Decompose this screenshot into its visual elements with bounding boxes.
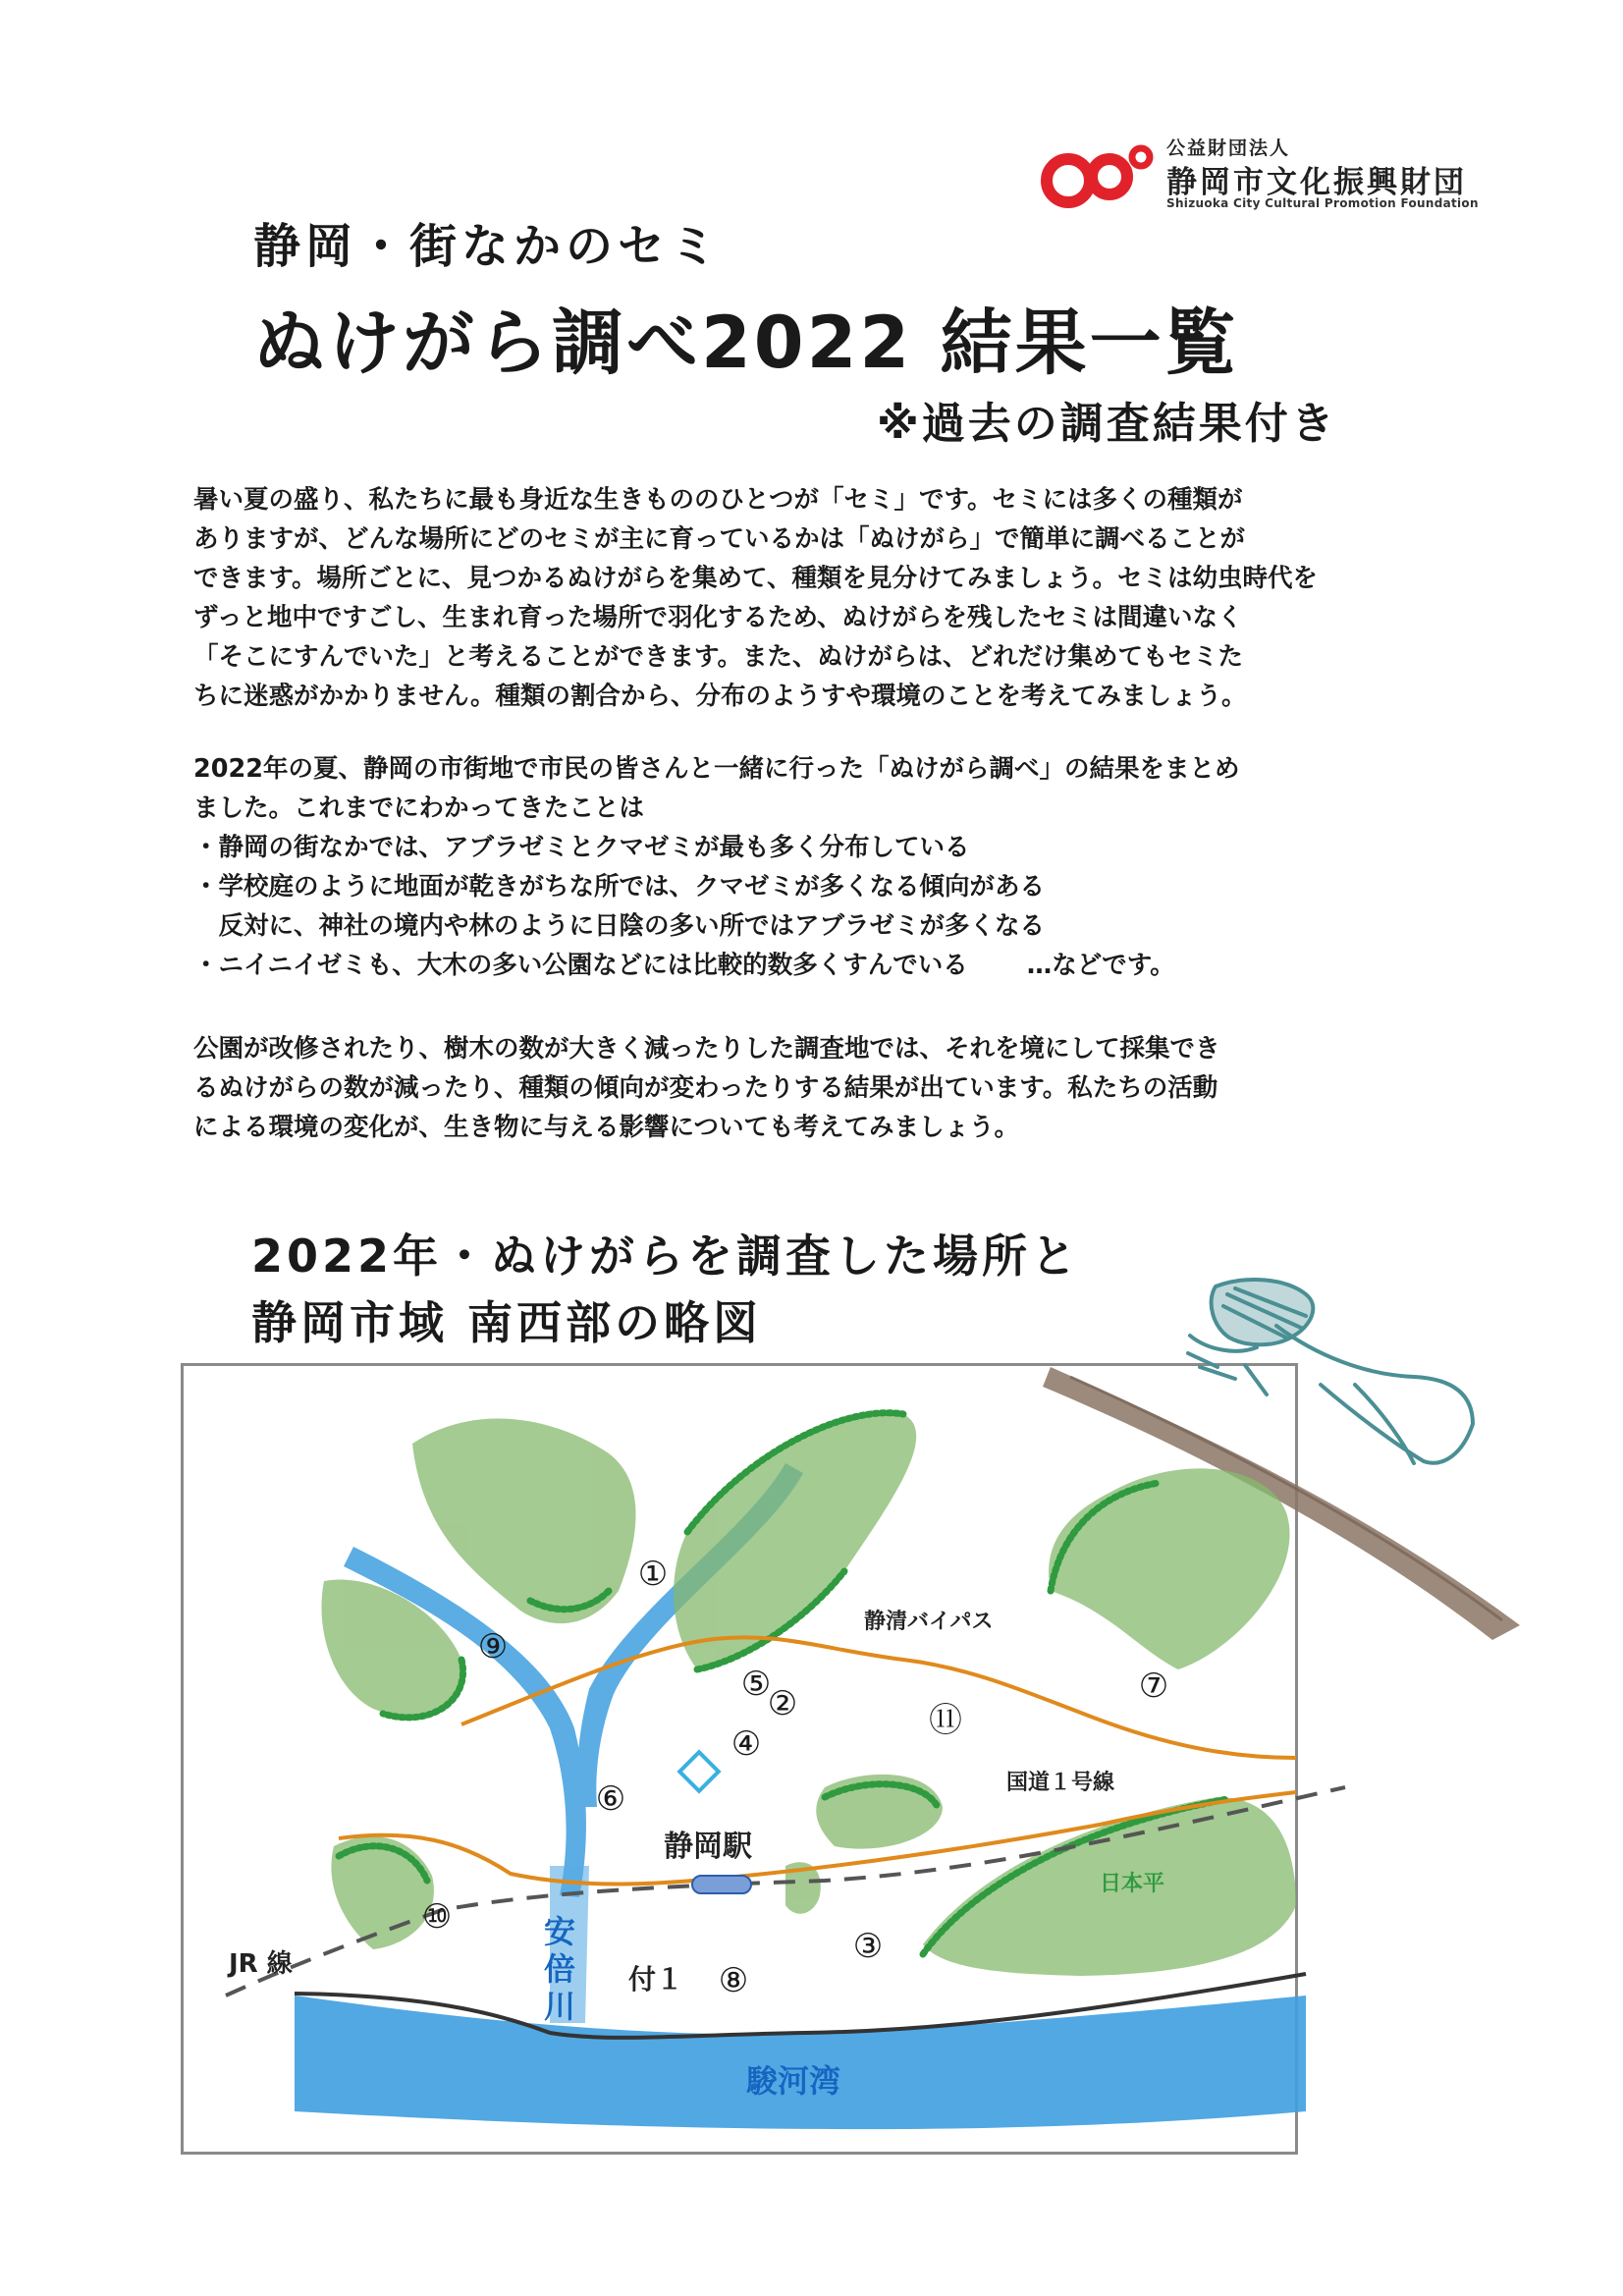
label-suruga-bay: 駿河湾 xyxy=(746,2062,841,2100)
title-note: ※過去の調査結果付き xyxy=(877,399,1337,449)
text-line: 「そこにすんでいた」と考えることができます。また、ぬけがらは、どれだけ集めてもセミた xyxy=(193,642,1243,672)
label-nihondaira: 日本平 xyxy=(1100,1872,1165,1896)
text-line: ずっと地中ですごし、生まれ育った場所で羽化するため、ぬけがらを残したセミは間違いなく xyxy=(193,603,1243,632)
map-heading-line-2: 静岡市域 南西部の略図 xyxy=(251,1296,763,1349)
text-line: ありますが、どんな場所にどのセミが主に育っているかは「ぬけがら」で簡単に調べることが xyxy=(193,524,1246,554)
text-line: 暑い夏の盛り、私たちに最も身近な生きもののひとつが「セミ」です。セミには多くの種類が xyxy=(193,485,1243,515)
page-title: ぬけがら調べ2022 結果一覧 xyxy=(253,301,1239,385)
shizuoka-station-marker xyxy=(692,1876,751,1893)
text-line: 公園が改修されたり、樹木の数が大きく減ったりした調査地では、それを境にして採集でき xyxy=(193,1034,1220,1064)
site-marker-7: ⑦ xyxy=(1138,1667,1169,1706)
label-abe-river xyxy=(539,1915,576,2027)
site-marker-1: ① xyxy=(637,1555,669,1594)
logo-org-type: 公益財団法人 xyxy=(1166,137,1291,159)
label-jr-line: JR 線 xyxy=(229,1949,293,1979)
text-line: 2022年の夏、静岡の市街地で市民の皆さんと一緒に行った「ぬけがら調べ」の結果をまとめ xyxy=(193,754,1240,784)
label-route-1: 国道１号線 xyxy=(1006,1771,1115,1795)
site-marker-8: ⑧ xyxy=(718,1961,749,2000)
site-marker-2: ② xyxy=(767,1684,798,1723)
logo-org-name-en: Shizuoka City Cultural Promotion Foundation xyxy=(1166,196,1479,210)
bullet-line: ・学校庭のように地面が乾きがちな所では、クマゼミが多くなる傾向がある xyxy=(193,872,1046,902)
text-line: ました。これまでにわかってきたことは xyxy=(193,793,645,823)
text-line: ちに迷惑がかかりません。種類の割合から、分布のようすや環境のことを考えてみましょう。 xyxy=(193,682,1247,711)
site-marker-6: ⑥ xyxy=(595,1779,626,1819)
bullet-trailer: …などです。 xyxy=(1026,951,1175,980)
label-seishin-bypass: 静清バイパス xyxy=(864,1610,994,1634)
label-abe-river-text: 安倍川 xyxy=(539,1915,576,2027)
cicada-icon xyxy=(1188,1280,1473,1463)
site-marker-11: ⑪ xyxy=(929,1701,962,1740)
label-supplement-1: 付１ xyxy=(628,1963,684,1995)
site-marker-10: ⑩ xyxy=(421,1897,453,1937)
text-line: による環境の変化が、生き物に与える影響についても考えてみましょう。 xyxy=(193,1113,1019,1142)
bullet-line: ・静岡の街なかでは、アブラゼミとクマゼミが最も多く分布している xyxy=(193,833,970,862)
site-marker-5: ⑤ xyxy=(740,1665,772,1704)
page-subtitle: 静岡・街なかのセミ xyxy=(253,219,723,274)
bullet-text: ・ニイニイゼミも、大木の多い公園などには比較的数多くすんでいる xyxy=(193,951,968,980)
bullet-line: 反対に、神社の境内や林のように日陰の多い所ではアブラゼミが多くなる xyxy=(193,911,1046,941)
site-marker-3: ③ xyxy=(852,1927,884,1966)
map-heading-line-1: 2022年・ぬけがらを調査した場所と xyxy=(251,1230,1081,1283)
site-marker-4: ④ xyxy=(730,1724,762,1764)
text-line: るぬけがらの数が減ったり、種類の傾向が変わったりする結果が出ています。私たちの活動 xyxy=(193,1073,1218,1103)
label-shizuoka-station: 静岡駅 xyxy=(664,1830,752,1864)
park-marker-icon xyxy=(679,1752,719,1791)
logo-org-name: 静岡市文化振興財団 xyxy=(1166,165,1467,200)
site-marker-9: ⑨ xyxy=(477,1627,509,1667)
text-line: できます。場所ごとに、見つかるぬけがらを集めて、種類を見分けてみましょう。セミは幼虫時代を xyxy=(193,564,1318,593)
